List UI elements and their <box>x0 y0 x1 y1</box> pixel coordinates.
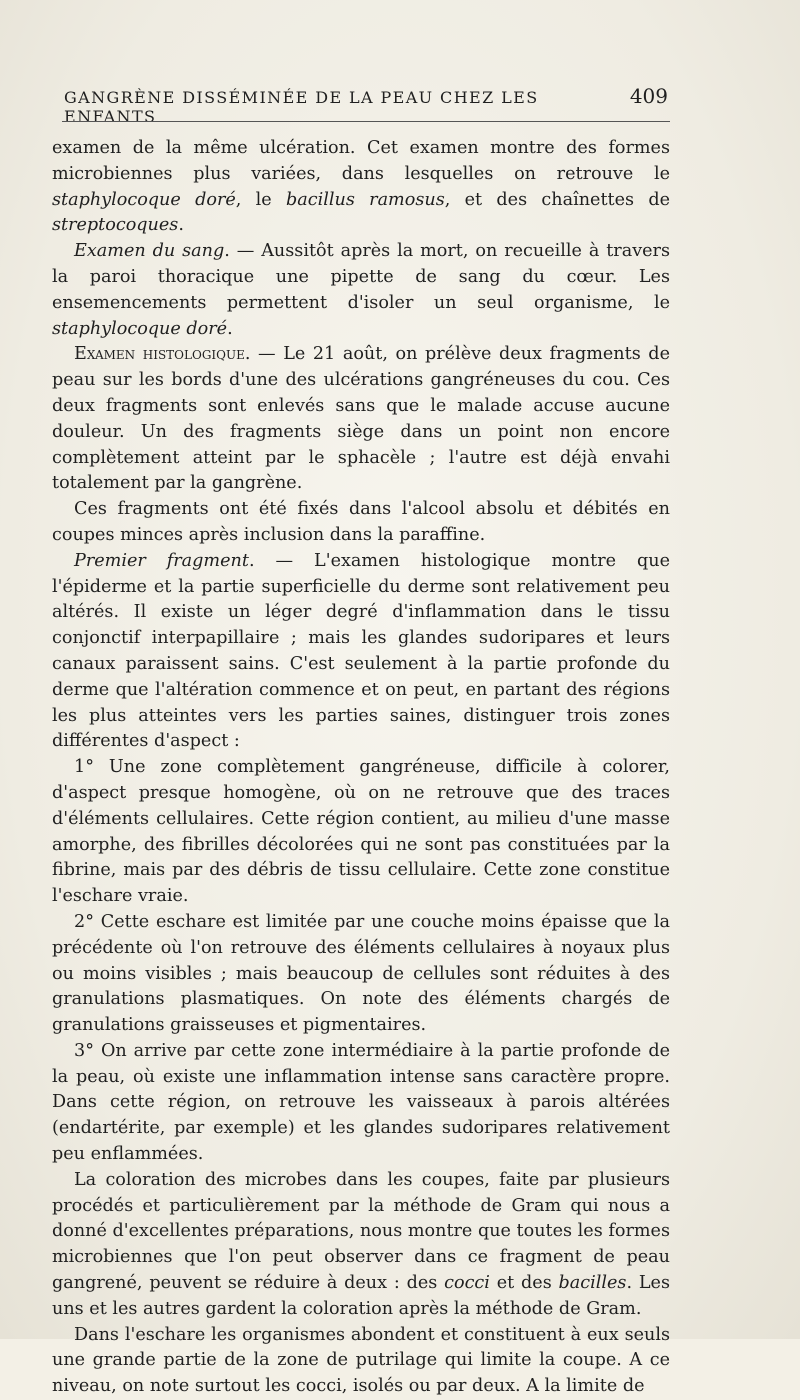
text-run: . — L'examen histologique montre que l'épiderme et la partie superficielle du derme sont relativement peu altérés. Il existe un léger degré d'inflammation dans le tissu conjonctif interpapillaire ; mais les glandes sudoripares et leurs canaux paraissent sains. C'est seulement à la partie profonde du derme que l'altération commence et on peut, en partant des régions les plus atteintes vers les parties saines, distinguer trois zones différentes d'aspect : <box>52 550 670 752</box>
text-run: examen de la même ulcération. Cet examen montre des formes microbiennes plus variées, dans lesquelles on retrouve le <box>52 138 670 184</box>
header-rule <box>62 121 670 122</box>
body-text <box>52 136 670 1400</box>
paragraph <box>52 136 670 239</box>
text-run: La coloration des microbes dans les coupes, faite par plusieurs procédés et particulièrement par la méthode de Gram qui nous a donné d'excellentes préparations, nous montre que toutes les formes microbiennes que l'on peut observer dans ce fragment de peau gangrené, peuvent se réduire à deux : des <box>52 1169 670 1294</box>
small-caps-run: Examen histologique <box>74 344 245 365</box>
paragraph <box>52 1323 670 1400</box>
text-run: . <box>178 215 184 236</box>
text-run: . — Aussitôt après la mort, on recueille à travers la paroi thoracique une pipette de sang du cœur. Les ensemencements permettent d'isoler un seul organisme, le <box>52 241 670 313</box>
text-run: 1° Une zone complètement gangréneuse, difficile à colorer, d'aspect presque homogène, où on ne retrouve que des traces d'éléments cellulaires. Cette région contient, au milieu d'une masse amorphe, des fibrilles décolorées qui ne sont pas constituées par la fibrine, mais par des débris de tissu cellulaire. Cette zone constitue l'eschare vraie. <box>52 757 670 907</box>
text-run: , le <box>235 189 287 210</box>
italic-run: cocci <box>444 1273 490 1294</box>
italic-run: streptocoques <box>52 215 179 236</box>
paragraph <box>52 497 670 549</box>
text-run: Ces fragments ont été fixés dans l'alcool absolu et débités en coupes minces après inclusion dans la paraffine. <box>52 499 670 545</box>
text-run: 3° On arrive par cette zone intermédiaire à la partie profonde de la peau, où existe une inflammation intense sans caractère propre. Dans cette région, on retrouve les vaisseaux à parois altérées (endartérite, par exemple) et les glandes sudoripares relativement peu enflammées. <box>52 1040 670 1165</box>
italic-run: Examen du sang <box>74 241 225 262</box>
italic-run: staphylocoque doré <box>52 189 236 210</box>
paragraph <box>52 755 670 910</box>
italic-run: bacilles <box>558 1273 627 1294</box>
paragraph <box>52 342 670 497</box>
italic-run: bacillus ramosus <box>286 189 445 210</box>
text-run: et des <box>489 1273 559 1294</box>
text-run: Dans l'eschare les organismes abondent et constituent à eux seuls une grande partie de la zone de putrilage qui limite la coupe. A ce niveau, on note surtout les cocci, isolés ou par deux. A la limite de <box>52 1324 670 1397</box>
text-run: . — Le 21 août, on prélève deux fragments de peau sur les bords d'une des ulcérations gangréneuses du cou. Ces deux fragments sont enlevés sans que le malade accuse aucune douleur. Un des fragments siège dans un point non encore complètement atteint par le sphacèle ; l'autre est déjà envahi totalement par la gangrène. <box>52 344 670 494</box>
running-title: GANGRÈNE DISSÉMINÉE DE LA PEAU CHEZ LES ENFANTS <box>64 88 539 126</box>
paragraph <box>52 910 670 1039</box>
text-run: . Les uns et les autres gardent la coloration après la méthode de Gram. <box>52 1273 670 1319</box>
text-run: , et des chaînettes de <box>444 189 671 210</box>
italic-run: staphylocoque doré <box>52 318 228 339</box>
paragraph <box>52 239 670 342</box>
paragraph <box>52 549 670 755</box>
italic-run: Premier fragment <box>74 550 249 571</box>
paragraph <box>52 1039 670 1168</box>
page-number: 409 <box>629 84 668 108</box>
running-header <box>64 84 668 126</box>
paragraph <box>52 1168 670 1323</box>
text-run: 2° Cette eschare est limitée par une couche moins épaisse que la précédente où l'on retrouve des éléments cellulaires à noyaux plus ou moins visibles ; mais beaucoup de cellules sont réduites à des granulations plasmatiques. On note des éléments chargés de granulations graisseuses et pigmentaires. <box>52 911 670 1036</box>
text-run: . <box>227 318 233 339</box>
